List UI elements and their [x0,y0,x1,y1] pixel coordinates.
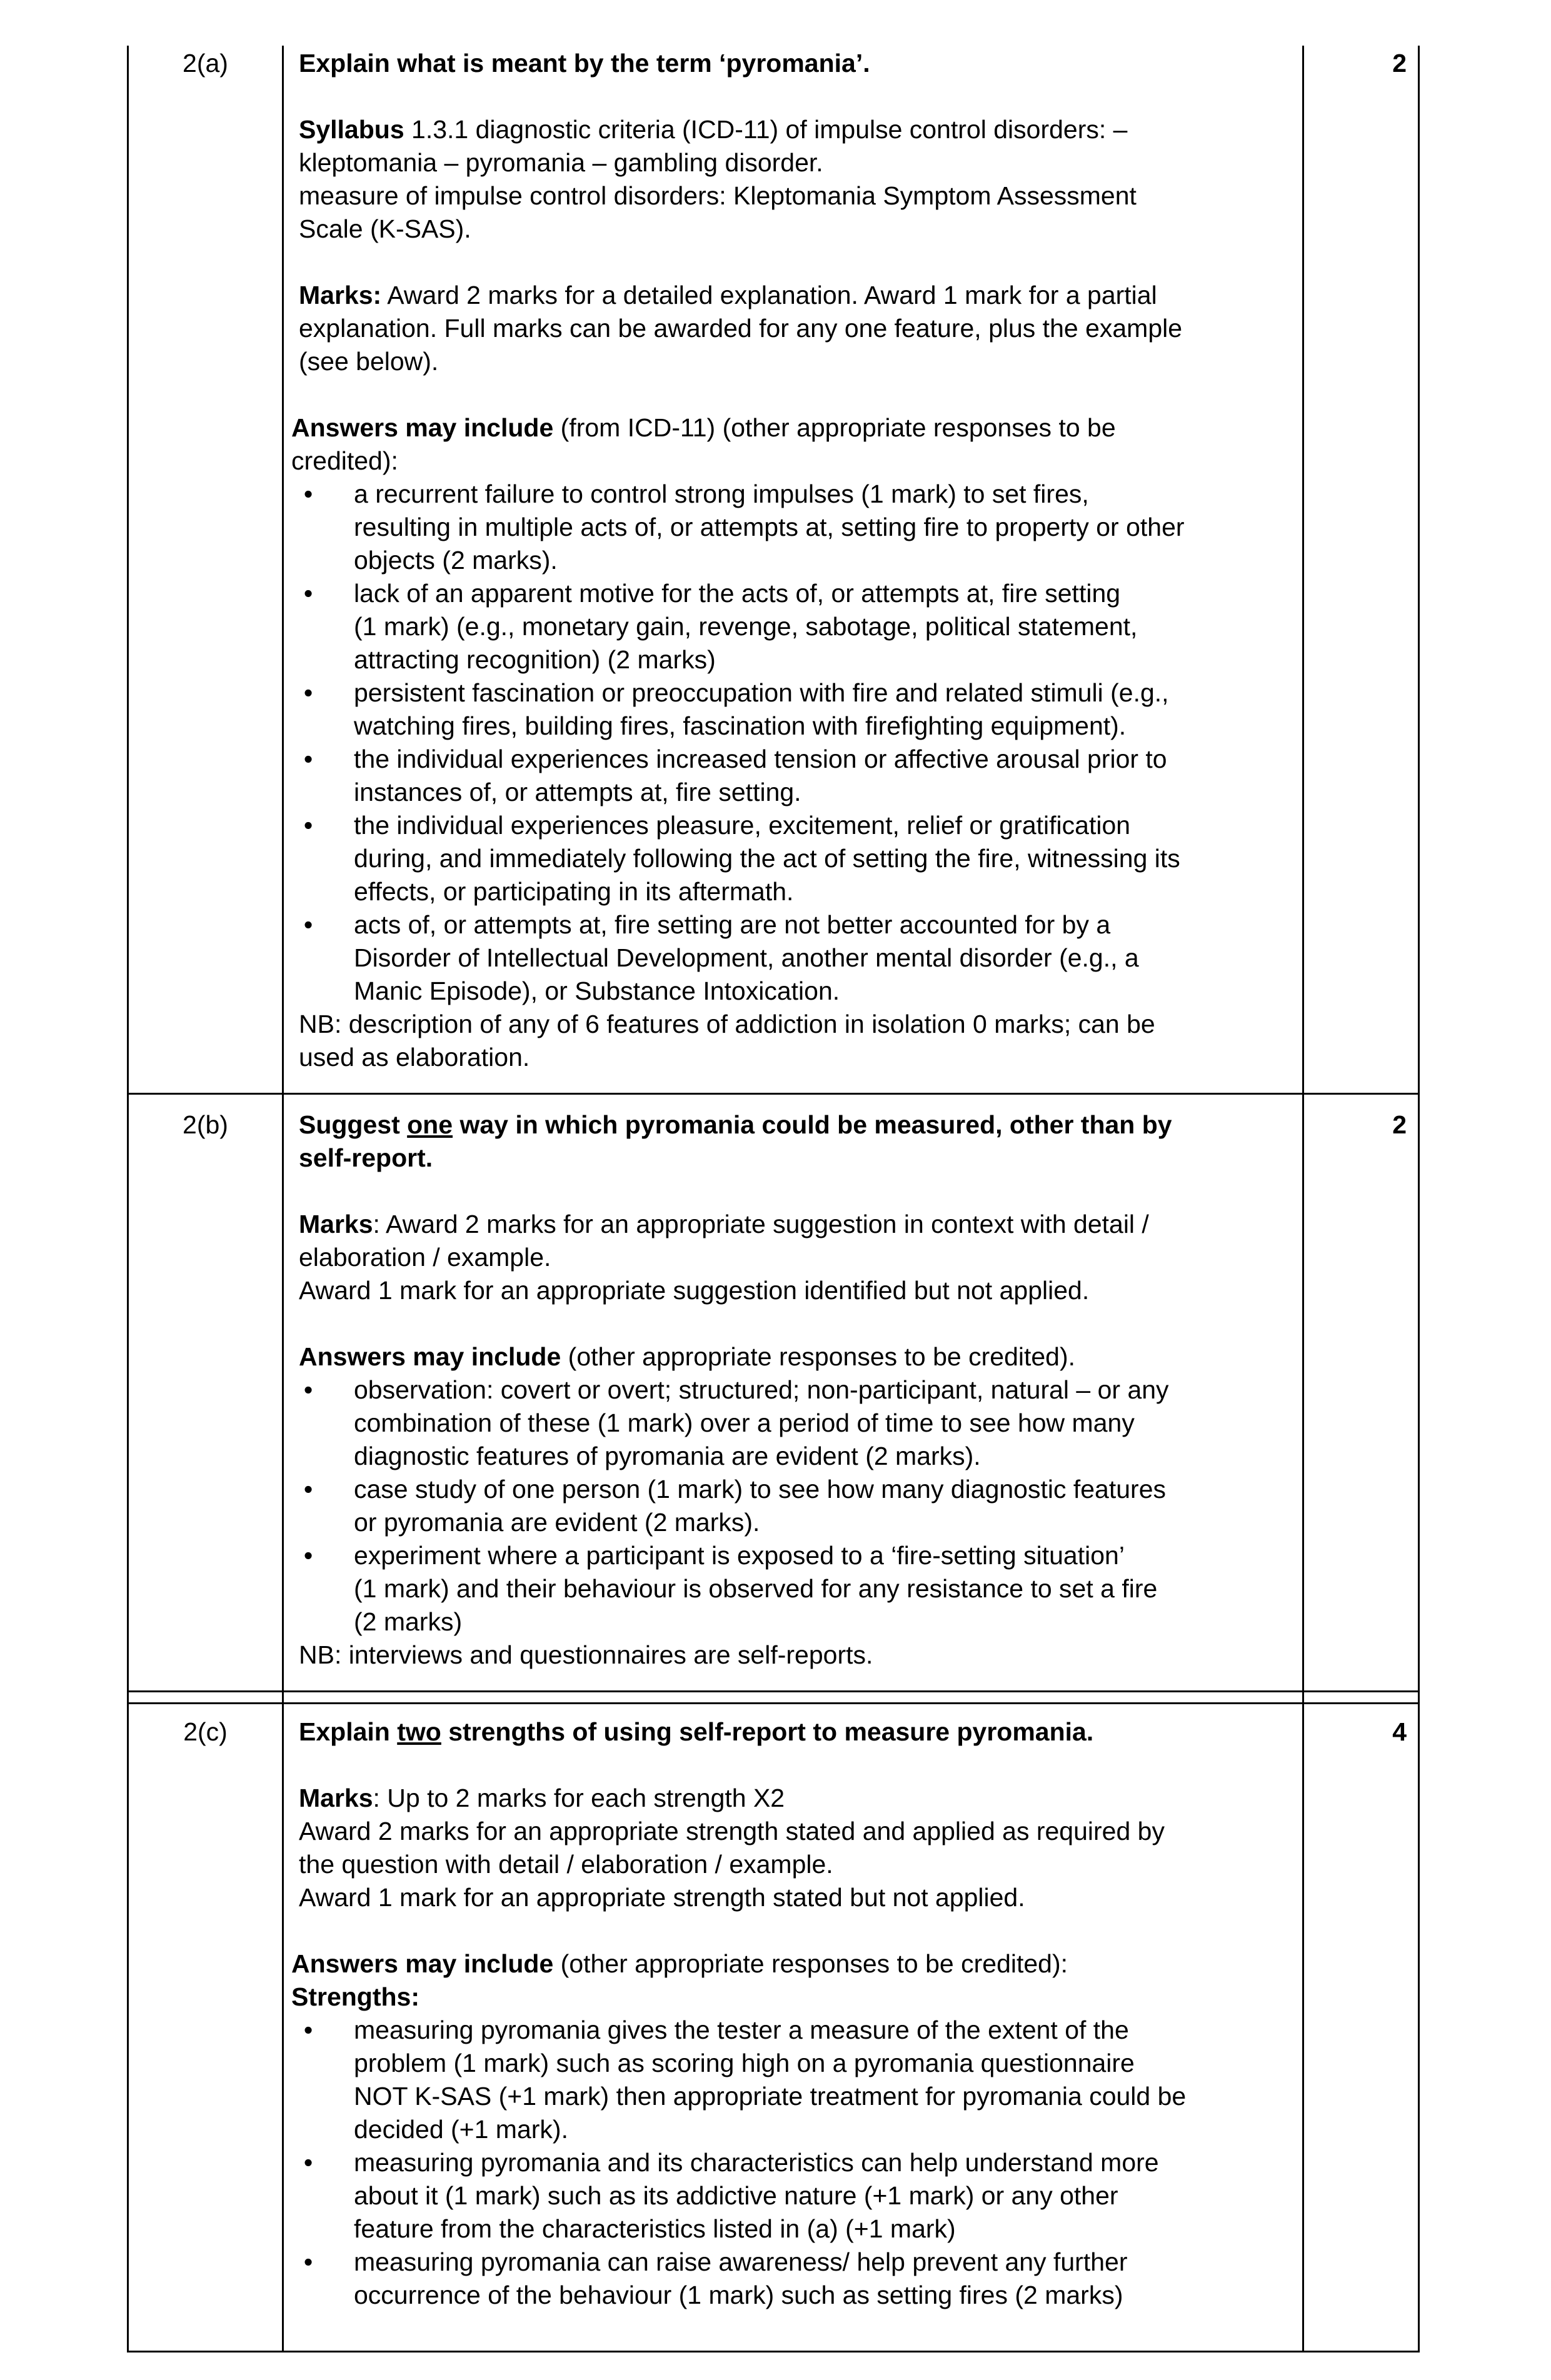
list-item: • lack of an apparent motive for the acts of, or attempts at, fire setting (1 mark) (e.g., monetary gain, revenge, sabotage, political statement, attracting recognition) (2 marks) [303,579,1138,674]
bullet-list [299,1373,1293,1639]
list-item: • observation: covert or overt; structured; non-participant, natural – or any combination of these (1 mark) over a period of time to see how many diagnostic features of pyromania are evident (2 marks). [303,1375,1169,1470]
strengths-heading: Strengths: [291,1982,419,2011]
nb-line: used as elaboration. [299,1043,530,1072]
question-marks: 4 [1392,1717,1407,1746]
list-item: • the individual experiences pleasure, excitement, relief or gratification during, and immediately following the act of setting the fire, witnessing its effects, or participating in its aftermath. [303,811,1180,906]
syllabus-line: Syllabus 1.3.1 diagnostic criteria (ICD-11) of impulse control disorders: – [299,115,1128,144]
syllabus-line: Scale (K-SAS). [299,214,471,243]
list-item: • the individual experiences increased tension or affective arousal prior to instances of, or attempts at, fire setting. [303,745,1167,806]
question-marks: 2 [1392,1110,1407,1139]
marks-line: (see below). [299,347,439,376]
question-text: Explain two strengths of using self-report to measure pyromania. [299,1717,1094,1746]
question-number: 2(c) [183,1717,228,1746]
spacer-row [127,1692,1420,1702]
marks-line: elaboration / example. [299,1243,551,1272]
question-body [291,47,1293,1074]
question-number: 2(a) [183,49,228,78]
row-2b [127,1095,1420,1692]
list-item: • case study of one person (1 mark) to see how many diagnostic features or pyromania are evident (2 marks). [303,1475,1167,1537]
question-marks: 2 [1392,49,1407,78]
answers-line: Answers may include (from ICD-11) (other appropriate responses to be [291,413,1116,442]
nb-line: NB: description of any of 6 features of addiction in isolation 0 marks; can be [299,1010,1155,1038]
bullet-list [299,478,1293,1008]
marks-line: Award 1 mark for an appropriate strength stated but not applied. [299,1883,1025,1912]
answers-line: Answers may include (other appropriate responses to be credited). [299,1342,1076,1371]
syllabus-line: measure of impulse control disorders: Kleptomania Symptom Assessment [299,181,1137,210]
list-item: • measuring pyromania can raise awareness/ help prevent any further occurrence of the behaviour (1 mark) such as setting fires (2 marks) [303,2247,1128,2309]
row-2a [127,46,1420,1095]
question-text: Explain what is meant by the term ‘pyromania’. [299,49,870,78]
marks-line: explanation. Full marks can be awarded for any one feature, plus the example [299,314,1183,343]
list-item: • persistent fascination or preoccupation with fire and related stimuli (e.g., watching fires, building fires, fascination with firefighting equipment). [303,678,1169,740]
marks-line: Award 2 marks for an appropriate strength stated and applied as required by [299,1817,1165,1845]
list-item: • experiment where a participant is exposed to a ‘fire-setting situation’ (1 mark) and their behaviour is observed for any resistance to set a fire (2 marks) [303,1541,1158,1636]
answers-line: Answers may include (other appropriate responses to be credited): [291,1949,1068,1978]
marks-line: the question with detail / elaboration / example. [299,1850,833,1879]
question-body [299,1108,1293,1672]
answers-line: credited): [291,446,398,475]
list-item: • acts of, or attempts at, fire setting are not better accounted for by a Disorder of Intellectual Development, another mental disorder (e.g., a Manic Episode), or Substance Intoxication. [303,910,1139,1005]
mark-scheme-table [127,46,1420,2352]
nb-line: NB: interviews and questionnaires are self-reports. [299,1640,873,1669]
list-item: • measuring pyromania gives the tester a measure of the extent of the problem (1 mark) such as scoring high on a pyromania questionnaire NOT K-SAS (+1 mark) then appropriate treatment for pyromania could be decided (+1 mark). [303,2016,1187,2144]
marks-line: Marks: Up to 2 marks for each strength X2 [299,1784,785,1812]
list-item: • measuring pyromania and its characteristics can help understand more about it (1 mark) such as its addictive nature (+1 mark) or any other feature from the characteristics listed in (a) (+1 mark) [303,2148,1159,2243]
question-text: Suggest one way in which pyromania could be measured, other than by [299,1110,1172,1139]
marks-line: Marks: Award 2 marks for a detailed explanation. Award 1 mark for a partial [299,281,1157,309]
question-number: 2(b) [183,1110,228,1139]
question-text: self-report. [299,1143,433,1172]
row-2c [127,1702,1420,2352]
list-item: • a recurrent failure to control strong impulses (1 mark) to set fires, resulting in multiple acts of, or attempts at, setting fire to property or other objects (2 marks). [303,480,1185,575]
question-body [291,1715,1293,2312]
marks-line: Award 1 mark for an appropriate suggestion identified but not applied. [299,1276,1090,1305]
syllabus-line: kleptomania – pyromania – gambling disorder. [299,148,823,177]
marks-line: Marks: Award 2 marks for an appropriate suggestion in context with detail / [299,1210,1149,1238]
bullet-list [299,2014,1293,2312]
